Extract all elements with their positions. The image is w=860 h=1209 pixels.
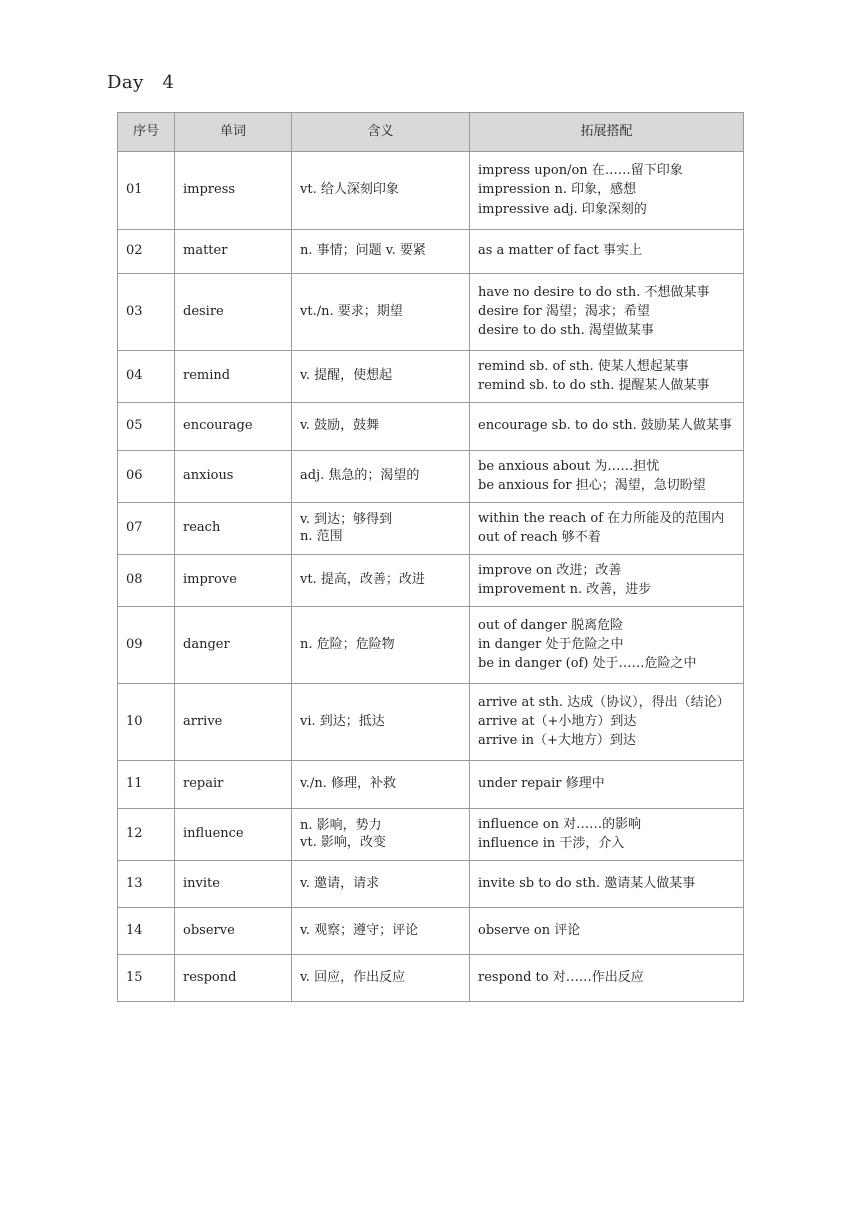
row-meaning [292, 908, 470, 955]
table-row [118, 761, 744, 809]
meaning-line: adj. 焦急的；渴望的 [300, 468, 420, 484]
table-row [118, 684, 744, 761]
row-word: danger [175, 607, 292, 684]
row-word: arrive [175, 684, 292, 761]
row-extension [470, 503, 744, 555]
extension-line: be in danger (of) 处于……危险之中 [478, 656, 697, 672]
table-row [118, 403, 744, 451]
meaning-line: n. 范围 [300, 528, 343, 544]
extension-line: have no desire to do sth. 不想做某事 [478, 284, 710, 300]
extension-line: influence in 干涉，介入 [478, 836, 625, 851]
table-row [118, 274, 744, 351]
row-meaning [292, 230, 470, 274]
row-word: respond [175, 955, 292, 1002]
row-extension [470, 861, 744, 908]
row-meaning [292, 607, 470, 684]
row-number: 10 [118, 684, 175, 761]
row-extension [470, 274, 744, 351]
row-word: remind [175, 351, 292, 403]
row-extension [470, 555, 744, 607]
row-word: observe [175, 908, 292, 955]
table-row [118, 555, 744, 607]
row-extension [470, 955, 744, 1002]
row-meaning [292, 403, 470, 451]
row-meaning [292, 955, 470, 1002]
table-row [118, 955, 744, 1002]
table-row [118, 351, 744, 403]
row-extension [470, 403, 744, 451]
row-number: 08 [118, 555, 175, 607]
row-word: repair [175, 761, 292, 809]
meaning-line: vt./n. 要求；期望 [300, 303, 403, 319]
meaning-line: v. 观察；遵守；评论 [300, 922, 419, 938]
row-word: impress [175, 152, 292, 230]
meaning-line: vi. 到达；抵达 [300, 713, 385, 729]
row-meaning [292, 152, 470, 230]
row-meaning [292, 451, 470, 503]
extension-line: desire for 渴望；渴求；希望 [478, 303, 650, 319]
extension-line: within the reach of 在力所能及的范围内 [478, 510, 725, 526]
row-word: improve [175, 555, 292, 607]
row-number: 05 [118, 403, 175, 451]
row-extension [470, 451, 744, 503]
extension-line: be anxious about 为……担忧 [478, 458, 660, 474]
meaning-line: n. 影响，势力 [300, 818, 382, 834]
row-number: 03 [118, 274, 175, 351]
table-row [118, 230, 744, 274]
row-word: desire [175, 274, 292, 351]
extension-line: desire to do sth. 渴望做某事 [478, 323, 654, 339]
extension-line: improvement n. 改善，进步 [478, 582, 652, 597]
table-row [118, 152, 744, 230]
table-row [118, 861, 744, 908]
row-extension [470, 152, 744, 230]
row-extension [470, 607, 744, 684]
extension-line: remind sb. of sth. 使某人想起某事 [478, 358, 689, 374]
table-row [118, 503, 744, 555]
extension-line: influence on 对……的影响 [478, 816, 642, 832]
meaning-line: v./n. 修理，补救 [300, 776, 396, 792]
extension-line: out of reach 够不着 [478, 530, 601, 545]
page-title: Day 4 [107, 72, 175, 93]
table-row [118, 607, 744, 684]
row-word: encourage [175, 403, 292, 451]
extension-line: arrive at（+小地方）到达 [478, 713, 637, 729]
row-word: reach [175, 503, 292, 555]
extension-line: improve on 改进；改善 [478, 562, 622, 578]
extension-line: remind sb. to do sth. 提醒某人做某事 [478, 378, 710, 393]
meaning-line: vt. 影响，改变 [300, 834, 386, 850]
row-number: 12 [118, 809, 175, 861]
row-extension [470, 761, 744, 809]
extension-line: encourage sb. to do sth. 鼓励某人做某事 [478, 418, 732, 434]
extension-line: respond to 对……作出反应 [478, 969, 644, 985]
row-number: 04 [118, 351, 175, 403]
extension-line: under repair 修理中 [478, 776, 605, 792]
row-number: 11 [118, 761, 175, 809]
meaning-line: v. 提醒，使想起 [300, 368, 393, 384]
header-number: 序号 [118, 113, 175, 152]
row-number: 15 [118, 955, 175, 1002]
row-extension [470, 684, 744, 761]
row-word: influence [175, 809, 292, 861]
table-row [118, 809, 744, 861]
row-number: 07 [118, 503, 175, 555]
row-word: invite [175, 861, 292, 908]
meaning-line: n. 危险；危险物 [300, 636, 395, 652]
vocabulary-table [117, 112, 744, 1002]
extension-line: invite sb to do sth. 邀请某人做某事 [478, 875, 696, 891]
row-meaning [292, 555, 470, 607]
meaning-line: v. 到达；够得到 [300, 512, 393, 528]
extension-line: impressive adj. 印象深刻的 [478, 201, 647, 217]
extension-line: out of danger 脱离危险 [478, 617, 624, 633]
row-meaning [292, 274, 470, 351]
row-meaning [292, 761, 470, 809]
row-extension [470, 230, 744, 274]
meaning-line: v. 鼓励，鼓舞 [300, 418, 380, 434]
row-extension [470, 908, 744, 955]
extension-line: be anxious for 担心；渴望，急切盼望 [478, 478, 706, 493]
row-extension [470, 351, 744, 403]
header-extension: 拓展搭配 [470, 113, 744, 152]
row-meaning [292, 351, 470, 403]
table-row [118, 908, 744, 955]
extension-line: arrive in（+大地方）到达 [478, 733, 636, 749]
row-word: matter [175, 230, 292, 274]
extension-line: impress upon/on 在……留下印象 [478, 163, 683, 179]
table-header-row [118, 113, 744, 152]
extension-line: impression n. 印象，感想 [478, 182, 637, 198]
row-meaning [292, 809, 470, 861]
row-number: 01 [118, 152, 175, 230]
extension-line: in danger 处于危险之中 [478, 636, 624, 652]
extension-line: as a matter of fact 事实上 [478, 243, 642, 259]
row-number: 06 [118, 451, 175, 503]
meaning-line: v. 邀请，请求 [300, 875, 380, 891]
meaning-line: v. 回应，作出反应 [300, 969, 406, 985]
row-extension [470, 809, 744, 861]
extension-line: observe on 评论 [478, 922, 581, 938]
row-meaning [292, 684, 470, 761]
table-row [118, 451, 744, 503]
row-word: anxious [175, 451, 292, 503]
row-number: 02 [118, 230, 175, 274]
row-number: 13 [118, 861, 175, 908]
meaning-line: vt. 提高，改善；改进 [300, 572, 425, 588]
extension-line: arrive at sth. 达成（协议），得出（结论） [478, 694, 730, 710]
row-meaning [292, 503, 470, 555]
row-number: 14 [118, 908, 175, 955]
header-word: 单词 [175, 113, 292, 152]
header-meaning: 含义 [292, 113, 470, 152]
row-number: 09 [118, 607, 175, 684]
row-meaning [292, 861, 470, 908]
meaning-line: vt. 给人深刻印象 [300, 182, 399, 198]
meaning-line: n. 事情；问题 v. 要紧 [300, 243, 426, 259]
